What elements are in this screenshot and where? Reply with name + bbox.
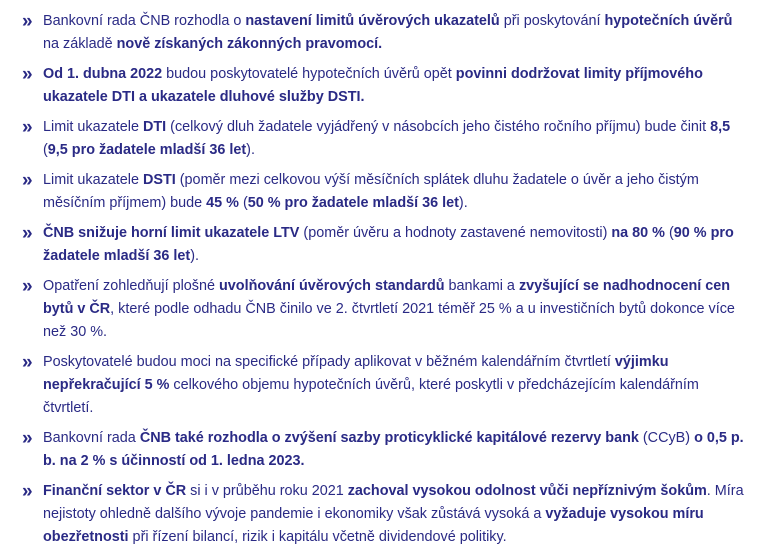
- text-run: (poměr mezi celkovou výší měsíčních splátek dluhu žadatele o úvěr a jeho čistým měsíčním příjmem) bude: [43, 172, 699, 211]
- text-run: (celkový dluh žadatele vyjádřený v násobcích jeho čistého ročního příjmu) bude činit: [166, 119, 711, 135]
- text-run: Limit ukazatele: [43, 172, 143, 188]
- text-run: ).: [190, 248, 199, 264]
- text-run: Bankovní rada ČNB rozhodla o: [43, 13, 246, 29]
- emphasized-text: hypotečních úvěrů: [604, 13, 733, 29]
- bullet-marker: »: [22, 64, 33, 85]
- text-run: Poskytovatelé budou moci na specifické případy aplikovat v běžném kalendářním čtvrtletí: [43, 354, 615, 370]
- text-run: (: [238, 195, 248, 211]
- emphasized-text: DSTI: [142, 172, 176, 188]
- emphasized-text: 9,5 pro žadatele mladší 36 let: [47, 142, 247, 158]
- text-run: ).: [458, 195, 468, 211]
- text-run: celkového objemu hypotečních úvěrů, které poskytli v předcházejícím kalendářním čtvrtletí.: [43, 377, 699, 416]
- bullet-marker: »: [22, 481, 33, 502]
- bullet-marker: »: [22, 276, 33, 297]
- bullet-marker: »: [22, 11, 33, 32]
- emphasized-text: výjimku nepřekračující 5 %: [43, 354, 669, 393]
- emphasized-text: 8,5: [710, 119, 731, 135]
- emphasized-text: DTI: [142, 119, 167, 135]
- text-run: Bankovní rada: [43, 430, 140, 446]
- emphasized-text: povinni dodržovat limity příjmového ukazatele DTI a ukazatele dluhové služby DSTI.: [43, 66, 703, 105]
- item-text: [43, 10, 744, 56]
- text-run: (: [43, 142, 48, 158]
- emphasized-text: uvolňování úvěrových standardů: [219, 278, 445, 294]
- text-run: při poskytování: [499, 13, 605, 29]
- text-run: při řízení bilancí, rizik i kapitálu včetně dividendové politiky.: [128, 529, 507, 545]
- text-run: (: [664, 225, 674, 241]
- text-run: , které podle odhadu ČNB činilo ve 2. čtvrtletí 2021 téměř 25 % a u investičních bytů dokonce více než 30 %.: [43, 301, 735, 340]
- emphasized-text: 50 % pro žadatele mladší 36 let: [247, 195, 459, 211]
- item-text: [43, 480, 744, 549]
- item-text: [43, 63, 744, 109]
- text-run: (poměr úvěru a hodnoty zastavené nemovitosti): [299, 225, 612, 241]
- bullet-marker: »: [22, 428, 33, 449]
- text-run: . Míra nejistoty ohledně dalšího vývoje pandemie i ekonomiky však zůstává vysoká a: [43, 483, 744, 522]
- emphasized-text: nově získaných zákonných pravomocí.: [116, 36, 383, 52]
- text-run: si i v průběhu roku 2021: [186, 483, 348, 499]
- item-text: [43, 427, 744, 473]
- bullet-marker: »: [22, 352, 33, 373]
- text-run: Limit ukazatele: [43, 119, 143, 135]
- emphasized-text: 45 %: [206, 195, 239, 211]
- text-run: budou poskytovatelé hypotečních úvěrů opět: [162, 66, 456, 82]
- bullet-marker: »: [22, 170, 33, 191]
- emphasized-text: zvyšující se nadhodnocení cen bytů v ČR: [43, 278, 731, 317]
- item-text: [43, 351, 744, 420]
- emphasized-text: 90 % pro žadatele mladší 36 let: [43, 225, 734, 264]
- text-run: (CCyB): [638, 430, 695, 446]
- bullet-marker: »: [22, 223, 33, 244]
- bullet-marker: »: [22, 117, 33, 138]
- item-text: [43, 275, 744, 344]
- emphasized-text: Od 1. dubna 2022: [43, 66, 163, 82]
- emphasized-text: o 0,5 p. b. na 2 % s účinností od 1. ledna 2023.: [43, 430, 744, 469]
- emphasized-text: Finanční sektor v ČR: [43, 483, 187, 499]
- item-text: [43, 222, 744, 268]
- emphasized-text: ČNB také rozhodla o zvýšení sazby proticyklické kapitálové rezervy bank: [139, 430, 639, 446]
- text-run: na základě: [43, 36, 117, 52]
- item-text: [43, 169, 744, 215]
- text-run: bankami a: [444, 278, 519, 294]
- emphasized-text: ČNB snižuje horní limit ukazatele LTV: [43, 225, 300, 241]
- emphasized-text: vyžaduje vysokou míru obezřetnosti: [43, 506, 704, 545]
- text-run: ).: [246, 142, 255, 158]
- emphasized-text: nastavení limitů úvěrových ukazatelů: [245, 13, 500, 29]
- emphasized-text: zachoval vysokou odolnost vůči nepříznivým šokům: [347, 483, 707, 499]
- text-run: Opatření zohledňují plošné: [43, 278, 220, 294]
- emphasized-text: na 80 %: [611, 225, 665, 241]
- item-text: [43, 116, 744, 162]
